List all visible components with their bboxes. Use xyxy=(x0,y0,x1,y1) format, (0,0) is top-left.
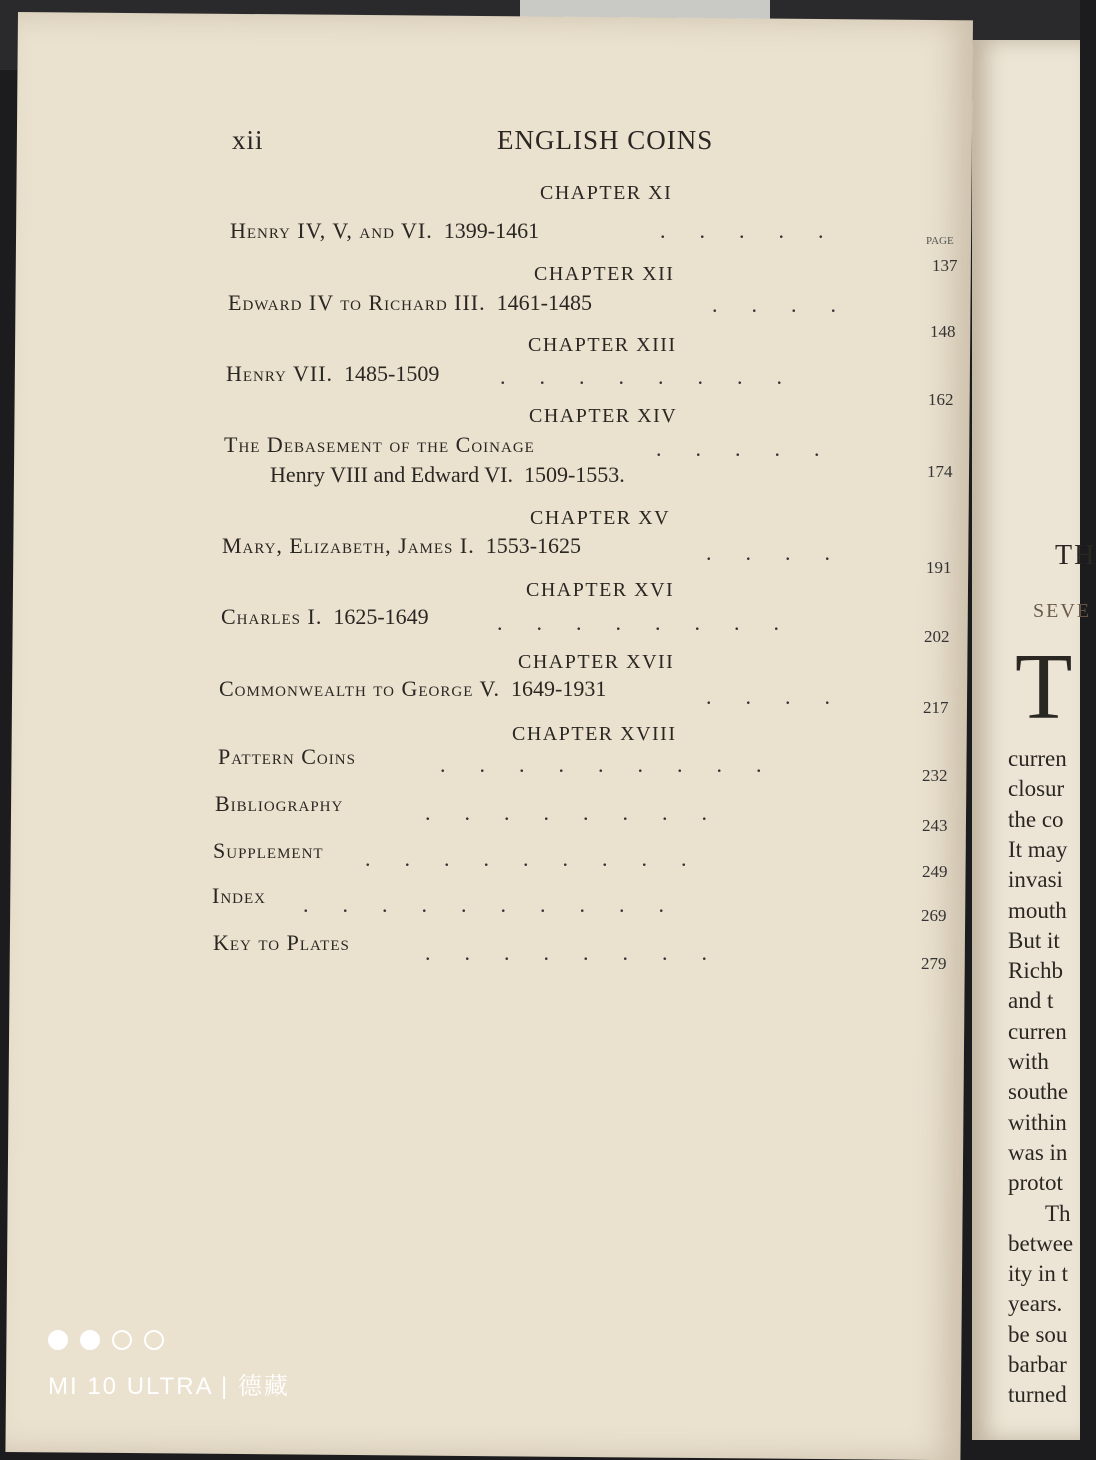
right-page-line: mouth xyxy=(1008,897,1067,923)
toc-entry-years: 1399-1461 xyxy=(443,218,540,243)
chapter-heading: CHAPTER XIII xyxy=(528,334,677,356)
toc-entry-title: Henry IV, V, and VI. xyxy=(230,218,433,243)
toc-entry-page: 269 xyxy=(921,906,947,925)
drop-cap: T xyxy=(1015,635,1073,739)
leader-dots: ......... xyxy=(365,846,721,871)
leader-dots: ......... xyxy=(440,752,796,777)
toc-entry-title: Index xyxy=(212,883,266,908)
leader-dots: ..... xyxy=(656,436,854,461)
toc-entry-years: 1461-1485 xyxy=(496,290,592,315)
page-title: ENGLISH COINS xyxy=(497,125,714,155)
toc-entry-page: 232 xyxy=(922,766,948,785)
right-page-line: southe xyxy=(1008,1079,1069,1105)
page-number: xii xyxy=(232,125,264,155)
watermark-device: MI 10 ULTRA xyxy=(48,1373,213,1400)
right-page-line: curren xyxy=(1008,746,1067,771)
right-page-line: and t xyxy=(1008,988,1054,1014)
right-page-line: turned xyxy=(1008,1382,1067,1408)
right-page-line: ity in t xyxy=(1008,1261,1069,1287)
camera-watermark xyxy=(48,1330,290,1401)
right-page-line: Richb xyxy=(1008,958,1063,984)
right-page-line: within xyxy=(1008,1109,1067,1135)
toc-entry-title: Edward IV to Richard III. xyxy=(228,290,486,315)
toc-entry-page: 174 xyxy=(927,462,953,481)
toc-entry-page: 279 xyxy=(921,954,947,973)
right-page-line: barbar xyxy=(1008,1352,1067,1377)
toc-entry-title: Henry VII. xyxy=(226,361,334,386)
leader-dots: ..... xyxy=(660,218,858,243)
leader-dots: .... xyxy=(706,540,864,565)
toc-entry-subtitle: Henry VIII and Edward VI. xyxy=(270,462,513,487)
watermark-separator: | xyxy=(220,1373,230,1400)
page-column-label: PAGE xyxy=(926,235,954,247)
right-page-subheading: SEVE xyxy=(1033,600,1091,622)
leader-dots: ........ xyxy=(500,364,816,389)
toc-entry-page: 137 xyxy=(932,256,958,275)
toc-entry-title: Pattern Coins xyxy=(218,744,356,769)
right-page-line: betwee xyxy=(1008,1230,1074,1256)
right-page-line: was in xyxy=(1008,1139,1068,1165)
watermark-brand: 德藏 xyxy=(237,1373,290,1400)
right-page-line: curren xyxy=(1008,1018,1067,1044)
toc-entry-page: 191 xyxy=(926,558,952,577)
toc-entry-title: Mary, Elizabeth, James I. xyxy=(222,533,475,558)
right-page-line: the co xyxy=(1008,806,1064,832)
chapter-heading: CHAPTER XVIII xyxy=(512,723,677,745)
toc-entry-title: Bibliography xyxy=(215,791,344,816)
toc-entry-years: 1625-1649 xyxy=(333,604,429,629)
right-page-line: But it xyxy=(1008,927,1060,953)
leader-dots: ........ xyxy=(425,940,741,965)
right-page-line: years. xyxy=(1008,1291,1063,1317)
right-page-line: invasi xyxy=(1008,867,1063,893)
right-page-line: closur xyxy=(1008,776,1065,802)
toc-entry-years: 1509-1553. xyxy=(523,462,625,487)
toc-entry-title: Key to Plates xyxy=(213,930,350,955)
toc-entry-page: 162 xyxy=(928,390,954,409)
leader-dots: ........ xyxy=(497,610,813,635)
chapter-heading: CHAPTER XV xyxy=(530,507,671,529)
toc-entry-title: Supplement xyxy=(213,838,324,863)
chapter-heading: CHAPTER XVII xyxy=(518,651,675,673)
leader-dots: .... xyxy=(712,292,870,317)
toc-entry-page: 217 xyxy=(923,698,949,717)
toc-entry-page: 148 xyxy=(930,322,956,341)
right-page-line: be sou xyxy=(1008,1321,1068,1347)
toc-entry-years: 1553-1625 xyxy=(485,533,582,558)
toc-entry-title: Charles I. xyxy=(221,604,323,629)
right-page-line: with xyxy=(1008,1049,1049,1074)
toc-entry-page: 202 xyxy=(924,627,950,646)
leader-dots: ........ xyxy=(425,800,741,825)
watermark-lens-icon xyxy=(48,1330,290,1350)
right-page-heading: TH xyxy=(1055,540,1096,571)
chapter-heading: CHAPTER XI xyxy=(540,182,673,204)
right-page-line: It may xyxy=(1008,836,1068,862)
toc-entry-page: 249 xyxy=(922,862,948,881)
chapter-heading: CHAPTER XVI xyxy=(526,579,675,601)
toc-entry-title: Commonwealth to George V. xyxy=(219,676,501,701)
chapter-heading: CHAPTER XIV xyxy=(529,405,678,427)
leader-dots: .... xyxy=(706,684,864,709)
right-page-line: protot xyxy=(1008,1170,1063,1196)
toc-entry-years: 1649-1931 xyxy=(511,676,607,701)
chapter-heading: CHAPTER XII xyxy=(534,263,675,285)
right-page-line: Th xyxy=(1045,1200,1071,1226)
leader-dots: .......... xyxy=(303,892,698,917)
toc-entry-title: The Debasement of the Coinage xyxy=(224,432,535,457)
toc-entry-page: 243 xyxy=(922,816,948,835)
toc-entry-years: 1485-1509 xyxy=(344,361,440,386)
